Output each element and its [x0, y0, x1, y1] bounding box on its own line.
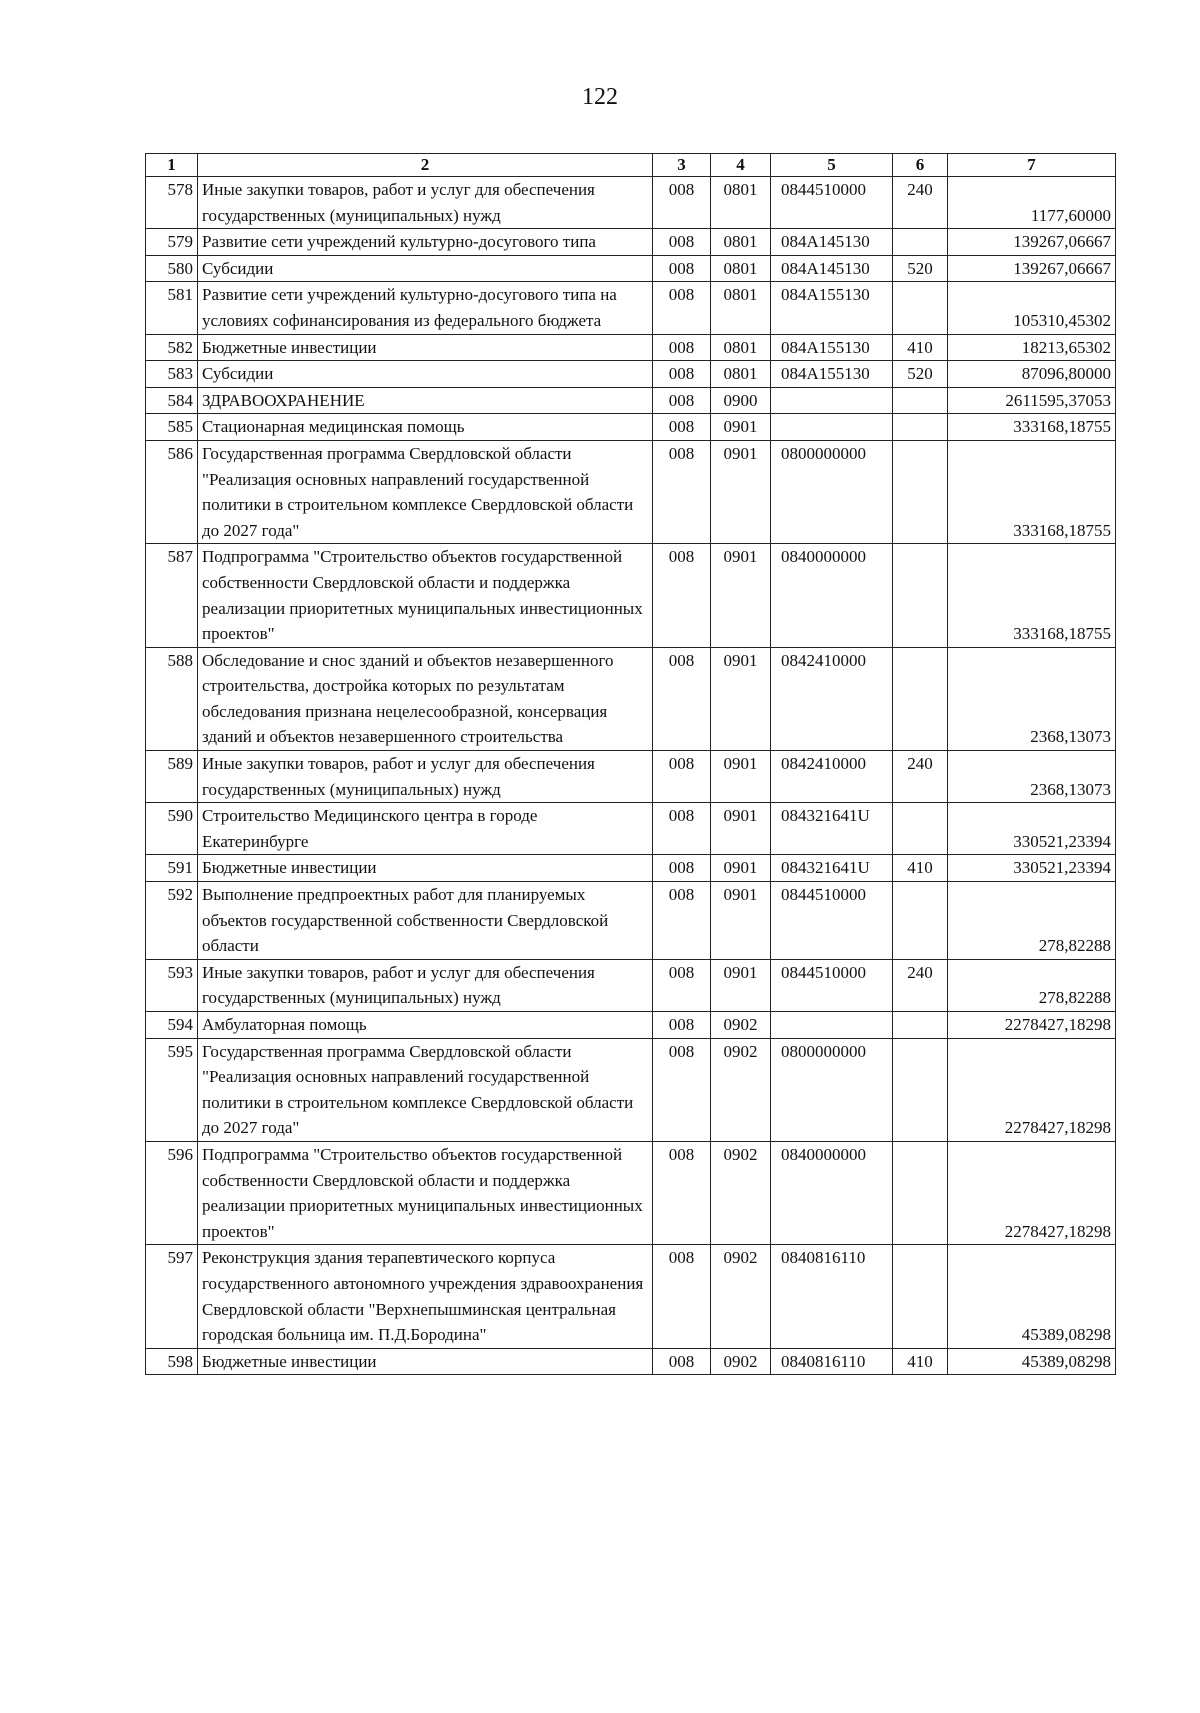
- row-code-5: [771, 387, 893, 414]
- row-code-4: 0801: [711, 229, 771, 256]
- row-code-4: 0901: [711, 414, 771, 441]
- row-code-3: 008: [653, 959, 711, 1011]
- row-number: 578: [146, 177, 198, 229]
- row-amount: 45389,08298: [948, 1348, 1116, 1375]
- row-code-3: 008: [653, 1141, 711, 1244]
- row-number: 594: [146, 1012, 198, 1039]
- row-code-3: 008: [653, 1012, 711, 1039]
- table-header-row: [146, 154, 1116, 177]
- row-number: 597: [146, 1245, 198, 1348]
- row-number: 590: [146, 803, 198, 855]
- row-amount: 2278427,18298: [948, 1038, 1116, 1141]
- row-code-3: 008: [653, 1348, 711, 1375]
- table-row: [146, 440, 1116, 543]
- row-amount: 330521,23394: [948, 855, 1116, 882]
- row-code-6: 410: [893, 334, 948, 361]
- row-code-3: 008: [653, 647, 711, 750]
- row-code-4: 0902: [711, 1245, 771, 1348]
- row-number: 596: [146, 1141, 198, 1244]
- row-name: Иные закупки товаров, работ и услуг для обеспечения государственных (муниципальных) нужд: [198, 959, 653, 1011]
- row-code-4: 0902: [711, 1348, 771, 1375]
- row-amount: 2278427,18298: [948, 1141, 1116, 1244]
- row-name: Реконструкция здания терапевтического корпуса государственного автономного учреждения здравоохранения Свердловской области "Верхнепышминская центральная городская больница им. П.Д.Бородина": [198, 1245, 653, 1348]
- table-row: [146, 803, 1116, 855]
- row-code-4: 0901: [711, 647, 771, 750]
- table-row: [146, 1012, 1116, 1039]
- row-amount: 333168,18755: [948, 440, 1116, 543]
- row-amount: 87096,80000: [948, 361, 1116, 388]
- row-code-6: [893, 1141, 948, 1244]
- row-code-4: 0901: [711, 440, 771, 543]
- row-amount: 139267,06667: [948, 229, 1116, 256]
- row-number: 585: [146, 414, 198, 441]
- row-code-6: 240: [893, 177, 948, 229]
- row-code-4: 0900: [711, 387, 771, 414]
- row-amount: 278,82288: [948, 959, 1116, 1011]
- table-row: [146, 255, 1116, 282]
- row-code-3: 008: [653, 229, 711, 256]
- row-name: Субсидии: [198, 361, 653, 388]
- row-number: 588: [146, 647, 198, 750]
- row-amount: 105310,45302: [948, 282, 1116, 334]
- row-code-3: 008: [653, 414, 711, 441]
- row-number: 595: [146, 1038, 198, 1141]
- row-code-4: 0801: [711, 361, 771, 388]
- row-code-4: 0801: [711, 334, 771, 361]
- row-code-5: 084A145130: [771, 229, 893, 256]
- row-code-5: 084321641U: [771, 855, 893, 882]
- row-name: Иные закупки товаров, работ и услуг для обеспечения государственных (муниципальных) нужд: [198, 177, 653, 229]
- row-amount: 333168,18755: [948, 544, 1116, 647]
- table-row: [146, 1348, 1116, 1375]
- row-code-4: 0901: [711, 803, 771, 855]
- row-code-5: 084321641U: [771, 803, 893, 855]
- row-name: Развитие сети учреждений культурно-досугового типа на условиях софинансирования из федерального бюджета: [198, 282, 653, 334]
- row-code-6: [893, 440, 948, 543]
- row-code-5: 0842410000: [771, 647, 893, 750]
- row-amount: 18213,65302: [948, 334, 1116, 361]
- row-code-4: 0901: [711, 855, 771, 882]
- row-name: Подпрограмма "Строительство объектов государственной собственности Свердловской области и поддержка реализации приоритетных муниципальных инвестиционных проектов": [198, 544, 653, 647]
- table-row: [146, 544, 1116, 647]
- table-row: [146, 882, 1116, 960]
- table-row: [146, 1038, 1116, 1141]
- row-code-4: 0901: [711, 882, 771, 960]
- column-header: 1: [146, 154, 198, 177]
- row-code-6: 240: [893, 751, 948, 803]
- row-code-5: [771, 414, 893, 441]
- row-code-3: 008: [653, 882, 711, 960]
- table-row: [146, 1141, 1116, 1244]
- row-code-5: 0840816110: [771, 1245, 893, 1348]
- row-code-6: [893, 1245, 948, 1348]
- row-code-6: [893, 229, 948, 256]
- column-header: 3: [653, 154, 711, 177]
- row-code-3: 008: [653, 361, 711, 388]
- table-row: [146, 414, 1116, 441]
- row-name: Стационарная медицинская помощь: [198, 414, 653, 441]
- row-code-4: 0902: [711, 1012, 771, 1039]
- row-name: Развитие сети учреждений культурно-досугового типа: [198, 229, 653, 256]
- row-code-6: [893, 414, 948, 441]
- row-amount: 2368,13073: [948, 647, 1116, 750]
- row-code-6: 240: [893, 959, 948, 1011]
- row-number: 591: [146, 855, 198, 882]
- table-row: [146, 959, 1116, 1011]
- row-code-6: 520: [893, 255, 948, 282]
- row-code-5: 084A155130: [771, 361, 893, 388]
- row-code-4: 0801: [711, 255, 771, 282]
- row-code-3: 008: [653, 855, 711, 882]
- row-number: 580: [146, 255, 198, 282]
- row-number: 583: [146, 361, 198, 388]
- table-row: [146, 334, 1116, 361]
- row-code-6: 520: [893, 361, 948, 388]
- table-row: [146, 361, 1116, 388]
- row-code-5: 0840816110: [771, 1348, 893, 1375]
- row-code-4: 0801: [711, 177, 771, 229]
- row-amount: 2368,13073: [948, 751, 1116, 803]
- row-code-6: [893, 1038, 948, 1141]
- row-name: Выполнение предпроектных работ для планируемых объектов государственной собственности Свердловской области: [198, 882, 653, 960]
- row-code-5: 084A155130: [771, 282, 893, 334]
- row-code-3: 008: [653, 1038, 711, 1141]
- row-code-3: 008: [653, 255, 711, 282]
- row-amount: 333168,18755: [948, 414, 1116, 441]
- table-row: [146, 177, 1116, 229]
- row-number: 584: [146, 387, 198, 414]
- table-row: [146, 387, 1116, 414]
- row-amount: 139267,06667: [948, 255, 1116, 282]
- row-name: Бюджетные инвестиции: [198, 1348, 653, 1375]
- row-code-5: 084A145130: [771, 255, 893, 282]
- table-row: [146, 647, 1116, 750]
- column-header: 5: [771, 154, 893, 177]
- row-code-5: 0844510000: [771, 959, 893, 1011]
- row-name: Бюджетные инвестиции: [198, 855, 653, 882]
- row-code-5: 0800000000: [771, 1038, 893, 1141]
- row-code-4: 0902: [711, 1141, 771, 1244]
- row-code-6: [893, 282, 948, 334]
- table-row: [146, 229, 1116, 256]
- row-number: 587: [146, 544, 198, 647]
- row-code-6: [893, 647, 948, 750]
- column-header: 7: [948, 154, 1116, 177]
- row-amount: 2278427,18298: [948, 1012, 1116, 1039]
- row-number: 589: [146, 751, 198, 803]
- row-name: Субсидии: [198, 255, 653, 282]
- budget-table: [145, 153, 1116, 1375]
- row-code-3: 008: [653, 803, 711, 855]
- row-code-3: 008: [653, 440, 711, 543]
- row-number: 579: [146, 229, 198, 256]
- row-amount: 2611595,37053: [948, 387, 1116, 414]
- row-code-6: 410: [893, 855, 948, 882]
- row-amount: 1177,60000: [948, 177, 1116, 229]
- row-code-3: 008: [653, 1245, 711, 1348]
- row-amount: 330521,23394: [948, 803, 1116, 855]
- table-row: [146, 1245, 1116, 1348]
- row-amount: 45389,08298: [948, 1245, 1116, 1348]
- row-code-3: 008: [653, 387, 711, 414]
- row-number: 582: [146, 334, 198, 361]
- row-name: Строительство Медицинского центра в городе Екатеринбурге: [198, 803, 653, 855]
- table-row: [146, 282, 1116, 334]
- row-name: Амбулаторная помощь: [198, 1012, 653, 1039]
- table-body: [146, 177, 1116, 1375]
- row-name: Обследование и снос зданий и объектов незавершенного строительства, достройка которых по результатам обследования признана нецелесообразной, консервация зданий и объектов незавершенного строительства: [198, 647, 653, 750]
- table-row: [146, 855, 1116, 882]
- row-code-6: [893, 882, 948, 960]
- row-number: 581: [146, 282, 198, 334]
- row-number: 592: [146, 882, 198, 960]
- row-code-4: 0801: [711, 282, 771, 334]
- column-header: 2: [198, 154, 653, 177]
- row-code-4: 0902: [711, 1038, 771, 1141]
- row-name: Государственная программа Свердловской области "Реализация основных направлений государственной политики в строительном комплексе Свердловской области до 2027 года": [198, 1038, 653, 1141]
- row-code-5: 0840000000: [771, 1141, 893, 1244]
- table-row: [146, 751, 1116, 803]
- row-code-5: 0842410000: [771, 751, 893, 803]
- row-code-5: 0844510000: [771, 177, 893, 229]
- row-code-5: 0840000000: [771, 544, 893, 647]
- row-code-5: 0800000000: [771, 440, 893, 543]
- row-code-3: 008: [653, 751, 711, 803]
- row-code-6: 410: [893, 1348, 948, 1375]
- row-number: 593: [146, 959, 198, 1011]
- page-number: 122: [582, 84, 618, 110]
- row-code-3: 008: [653, 177, 711, 229]
- row-code-6: [893, 1012, 948, 1039]
- row-code-5: 084A155130: [771, 334, 893, 361]
- row-code-5: 0844510000: [771, 882, 893, 960]
- row-code-3: 008: [653, 544, 711, 647]
- row-name: Государственная программа Свердловской области "Реализация основных направлений государственной политики в строительном комплексе Свердловской области до 2027 года": [198, 440, 653, 543]
- row-name: Иные закупки товаров, работ и услуг для обеспечения государственных (муниципальных) нужд: [198, 751, 653, 803]
- column-header: 6: [893, 154, 948, 177]
- row-name: Бюджетные инвестиции: [198, 334, 653, 361]
- row-code-5: [771, 1012, 893, 1039]
- row-code-3: 008: [653, 282, 711, 334]
- row-code-6: [893, 544, 948, 647]
- row-code-4: 0901: [711, 751, 771, 803]
- column-header: 4: [711, 154, 771, 177]
- row-code-6: [893, 803, 948, 855]
- row-amount: 278,82288: [948, 882, 1116, 960]
- row-code-3: 008: [653, 334, 711, 361]
- row-code-4: 0901: [711, 959, 771, 1011]
- row-number: 586: [146, 440, 198, 543]
- row-name: Подпрограмма "Строительство объектов государственной собственности Свердловской области и поддержка реализации приоритетных муниципальных инвестиционных проектов": [198, 1141, 653, 1244]
- row-code-4: 0901: [711, 544, 771, 647]
- row-name: ЗДРАВООХРАНЕНИЕ: [198, 387, 653, 414]
- row-number: 598: [146, 1348, 198, 1375]
- row-code-6: [893, 387, 948, 414]
